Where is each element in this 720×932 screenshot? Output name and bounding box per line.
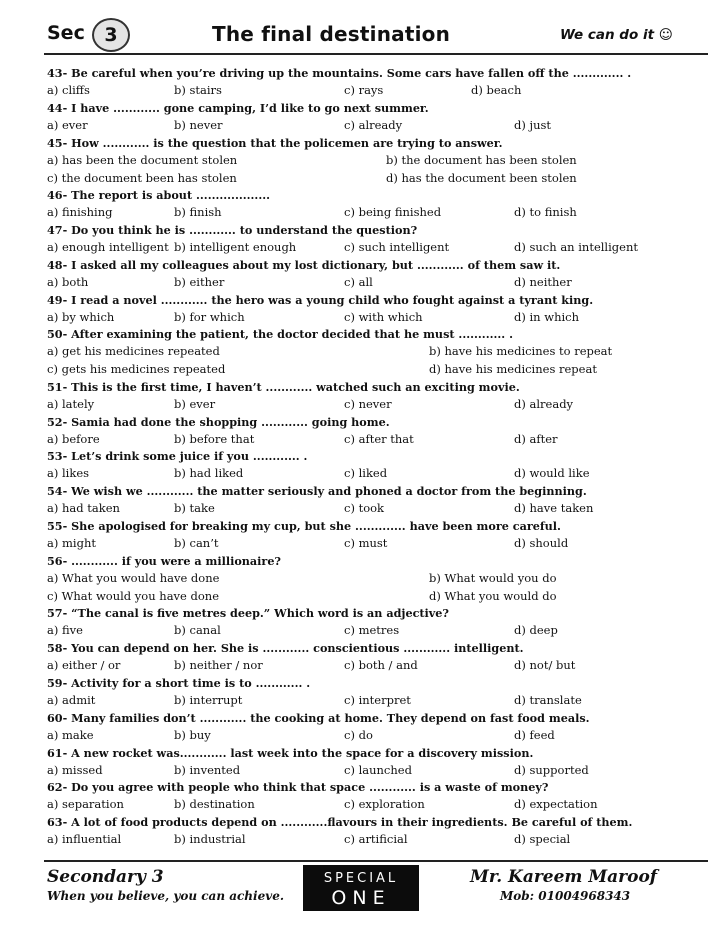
option-d: d) feed xyxy=(514,727,555,742)
option-b: b) What would you do xyxy=(429,570,557,585)
option-a: a) admit xyxy=(47,692,96,707)
option-b: b) have his medicines to repeat xyxy=(429,344,613,359)
options-row xyxy=(47,274,707,292)
options-row xyxy=(47,82,707,100)
question-stem: 44- I have ............ gone camping, I’d like to go next summer. xyxy=(47,100,429,115)
question-43 xyxy=(47,65,707,100)
options-row xyxy=(47,727,707,745)
teacher-name: Mr. Kareem Maroof xyxy=(470,867,658,887)
option-b: b) can’t xyxy=(174,536,219,551)
options-row xyxy=(47,796,707,814)
question-stem: 52- Samia had done the shopping ............ going home. xyxy=(47,414,390,429)
options-row xyxy=(47,465,707,483)
option-b: b) neither / nor xyxy=(174,658,263,673)
option-c: c) liked xyxy=(344,466,388,481)
question-51 xyxy=(47,379,707,414)
option-b: b) either xyxy=(174,274,225,289)
question-stem: 62- Do you agree with people who think that space ............ is a waste of money? xyxy=(47,780,549,795)
special-one-logo xyxy=(303,865,419,911)
option-c: c) gets his medicines repeated xyxy=(47,362,226,377)
question-50 xyxy=(47,326,707,378)
option-c: c) rays xyxy=(344,83,384,97)
option-a: a) both xyxy=(47,274,89,289)
option-d: d) not/ but xyxy=(514,658,576,673)
option-b: b) buy xyxy=(174,727,211,742)
option-b: b) stairs xyxy=(174,83,222,97)
option-a: a) make xyxy=(47,727,94,742)
option-a: a) finishing xyxy=(47,204,113,219)
question-stem: 60- Many families don’t ............ the cooking at home. They depend on fast food meals. xyxy=(47,710,590,725)
footer-motto: When you believe, you can achieve. xyxy=(47,889,285,903)
options-row xyxy=(47,117,707,135)
question-53 xyxy=(47,448,707,483)
options-row xyxy=(47,588,707,606)
options-row xyxy=(47,170,707,188)
question-stem: 50- After examining the patient, the doctor decided that he must ............ . xyxy=(47,327,513,342)
option-d: d) beach xyxy=(471,83,522,97)
question-58 xyxy=(47,640,707,675)
option-c: c) being finished xyxy=(344,204,442,219)
options-row xyxy=(47,152,707,170)
question-stem: 43- Be careful when you’re driving up the mountains. Some cars have fallen off the ............. . xyxy=(47,66,632,80)
option-b: b) for which xyxy=(174,309,245,324)
question-stem: 45- How ............ is the question that the policemen are trying to answer. xyxy=(47,135,503,150)
option-d: d) should xyxy=(514,536,569,551)
option-a: a) likes xyxy=(47,466,90,481)
option-b: b) take xyxy=(174,501,215,516)
option-a: a) lately xyxy=(47,396,95,411)
option-a: a) missed xyxy=(47,762,103,777)
option-c: c) What would you have done xyxy=(47,588,220,603)
option-a: a) enough intelligent xyxy=(47,239,169,254)
option-d: d) expectation xyxy=(514,797,598,812)
option-a: a) five xyxy=(47,623,83,638)
question-stem: 57- “The canal is five metres deep.” Which word is an adjective? xyxy=(47,606,449,621)
option-c: c) do xyxy=(344,727,373,742)
option-b: b) canal xyxy=(174,623,221,638)
options-row xyxy=(47,535,707,553)
option-d: d) such an intelligent xyxy=(514,239,638,254)
option-a: a) separation xyxy=(47,797,124,812)
option-d: d) just xyxy=(514,117,551,132)
question-44 xyxy=(47,100,707,135)
option-d: d) after xyxy=(514,431,558,446)
options-row xyxy=(47,692,707,710)
question-stem: 51- This is the first time, I haven’t ............ watched such an exciting movie. xyxy=(47,379,520,394)
options-row xyxy=(47,762,707,780)
question-stem: 54- We wish we ............ the matter seriously and phoned a doctor from the beginning. xyxy=(47,484,587,499)
question-52 xyxy=(47,414,707,449)
logo-text-top: SPECIAL xyxy=(323,871,399,886)
option-b: b) ever xyxy=(174,396,216,411)
question-60 xyxy=(47,710,707,745)
options-row xyxy=(47,622,707,640)
question-49 xyxy=(47,292,707,327)
question-45 xyxy=(47,135,707,187)
option-a: a) either / or xyxy=(47,658,121,673)
option-a: a) cliffs xyxy=(47,83,90,97)
options-row xyxy=(47,309,707,327)
option-c: c) both / and xyxy=(344,658,418,673)
question-stem: 49- I read a novel ............ the hero was a young child who fought against a tyrant king. xyxy=(47,292,594,307)
option-b: b) finish xyxy=(174,204,222,219)
option-c: c) never xyxy=(344,396,392,411)
option-d: d) have his medicines repeat xyxy=(429,362,597,377)
option-c: c) the document been has stolen xyxy=(47,170,237,185)
option-d: d) supported xyxy=(514,762,589,777)
question-62 xyxy=(47,779,707,814)
question-stem: 63- A lot of food products depend on ............flavours in their ingredients. Be careful of them. xyxy=(47,815,633,830)
option-c: c) after that xyxy=(344,431,414,446)
options-row xyxy=(47,657,707,675)
question-59 xyxy=(47,675,707,710)
option-b: b) interrupt xyxy=(174,692,243,707)
option-d: d) has the document been stolen xyxy=(386,170,577,185)
question-54 xyxy=(47,483,707,518)
options-row xyxy=(47,239,707,257)
option-d: d) in which xyxy=(514,309,580,324)
option-d: d) have taken xyxy=(514,501,594,516)
option-b: b) industrial xyxy=(174,832,246,847)
teacher-mobile: Mob: 01004968343 xyxy=(500,889,631,903)
option-c: c) launched xyxy=(344,762,412,777)
option-a: a) has been the document stolen xyxy=(47,152,238,167)
options-row xyxy=(47,570,707,588)
question-55 xyxy=(47,518,707,553)
question-stem: 56- ............ if you were a millionaire? xyxy=(47,553,281,568)
question-57 xyxy=(47,605,707,640)
footer-level: Secondary 3 xyxy=(47,867,164,887)
options-row xyxy=(47,361,707,379)
option-a: a) influential xyxy=(47,832,122,847)
footer-divider xyxy=(44,860,708,862)
option-c: c) such intelligent xyxy=(344,239,450,254)
question-list xyxy=(47,65,707,849)
option-a: a) might xyxy=(47,536,96,551)
options-row xyxy=(47,343,707,361)
option-b: b) destination xyxy=(174,797,255,812)
option-c: c) with which xyxy=(344,309,423,324)
options-row xyxy=(47,431,707,449)
option-b: b) before that xyxy=(174,431,255,446)
option-c: c) must xyxy=(344,536,388,551)
options-row xyxy=(47,204,707,222)
logo-text-bottom: ONE xyxy=(331,887,391,909)
option-d: d) What you would do xyxy=(429,588,557,603)
options-row xyxy=(47,831,707,849)
option-c: c) metres xyxy=(344,623,400,638)
option-d: d) would like xyxy=(514,466,590,481)
option-d: d) to finish xyxy=(514,204,577,219)
option-b: b) invented xyxy=(174,762,241,777)
option-a: a) What you would have done xyxy=(47,570,220,585)
question-stem: 53- Let’s drink some juice if you ............ . xyxy=(47,449,308,464)
options-row xyxy=(47,500,707,518)
question-61 xyxy=(47,745,707,780)
question-48 xyxy=(47,257,707,292)
option-a: a) get his medicines repeated xyxy=(47,344,220,359)
question-stem: 61- A new rocket was............ last week into the space for a discovery mission. xyxy=(47,745,534,760)
option-d: d) translate xyxy=(514,692,582,707)
option-b: b) had liked xyxy=(174,466,244,481)
section-label: Sec xyxy=(47,22,85,44)
page-title: The final destination xyxy=(212,22,451,46)
option-a: a) had taken xyxy=(47,501,120,516)
option-d: d) special xyxy=(514,832,571,847)
option-a: a) ever xyxy=(47,117,88,132)
page-footer xyxy=(0,855,720,932)
option-b: b) intelligent enough xyxy=(174,239,297,254)
page-header xyxy=(0,0,720,60)
section-number-badge: 3 xyxy=(92,18,130,52)
option-c: c) already xyxy=(344,117,403,132)
header-divider xyxy=(44,53,708,55)
option-a: a) before xyxy=(47,431,100,446)
option-c: c) exploration xyxy=(344,797,425,812)
option-d: d) deep xyxy=(514,623,558,638)
header-motto: We can do it ☺ xyxy=(560,27,673,43)
option-b: b) the document has been stolen xyxy=(386,152,577,167)
option-c: c) artificial xyxy=(344,832,408,847)
question-63 xyxy=(47,814,707,849)
question-stem: 47- Do you think he is ............ to understand the question? xyxy=(47,222,418,237)
question-stem: 46- The report is about ................... xyxy=(47,187,271,202)
question-stem: 48- I asked all my colleagues about my lost dictionary, but ............ of them saw it. xyxy=(47,257,561,272)
option-c: c) took xyxy=(344,501,385,516)
question-stem: 58- You can depend on her. She is ............ conscientious ............ intelligent. xyxy=(47,641,524,656)
option-d: d) neither xyxy=(514,274,572,289)
question-47 xyxy=(47,222,707,257)
option-b: b) never xyxy=(174,117,223,132)
option-c: c) all xyxy=(344,274,373,289)
question-stem: 59- Activity for a short time is to ............ . xyxy=(47,675,311,690)
option-d: d) already xyxy=(514,396,574,411)
question-stem: 55- She apologised for breaking my cup, but she ............. have been more careful. xyxy=(47,519,561,534)
option-a: a) by which xyxy=(47,309,115,324)
options-row xyxy=(47,396,707,414)
question-56 xyxy=(47,553,707,605)
question-46 xyxy=(47,187,707,222)
option-c: c) interpret xyxy=(344,692,411,707)
